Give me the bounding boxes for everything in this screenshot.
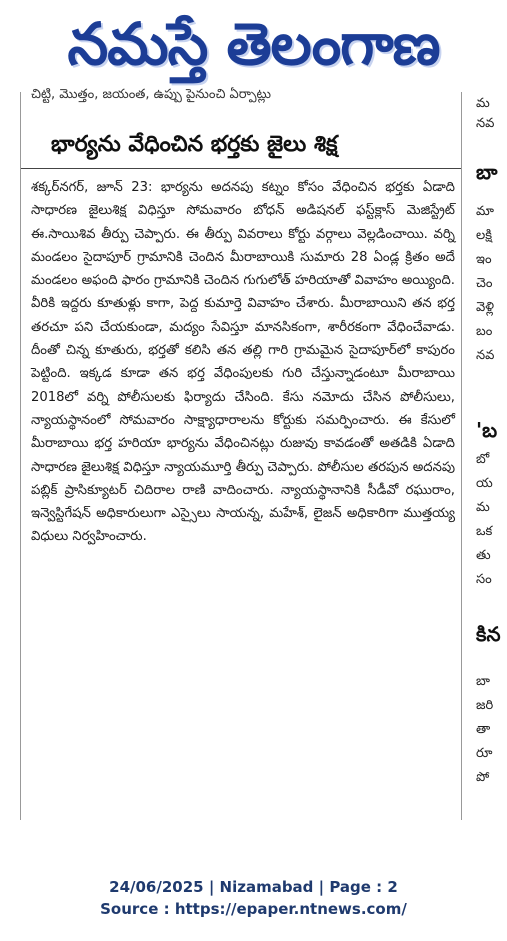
source-link[interactable]: Source : https://epaper.ntnews.com/ xyxy=(100,900,407,918)
article-clipping xyxy=(20,87,462,820)
side-fragment: మ xyxy=(476,500,490,515)
side-fragment: మ xyxy=(476,96,490,111)
side-fragment: తా xyxy=(476,722,491,737)
side-fragment: బో xyxy=(476,452,490,467)
side-headline-fragment: బా xyxy=(476,160,498,184)
side-fragment: జరి xyxy=(476,698,494,713)
side-fragment: సం xyxy=(476,572,492,587)
side-fragment: బా xyxy=(476,674,490,689)
side-fragment: పో xyxy=(476,770,490,785)
previous-article-cut-line: చిట్టి, మొత్తం, జయంత, ఉప్పు పైనుంచి ఏర్పాట్లు xyxy=(31,87,272,102)
masthead xyxy=(0,0,507,90)
article-text: శక్కర్‌నగర్‌, జూన్‌ 23: భార్యను అదనపు కట్నం కోసం వేధించిన భర్తకు ఏడాది సాధారణ జైలుశిక్ష విధిస్తూ సోమవారం బోధన్‌ అడిషనల్‌ ఫస్ట్‌క్లాస్‌ మెజిస్ట్రేట్‌ ఈ.సాయిశివ తీర్పు చెప్పారు. ఈ తీర్పు వివరాలు కోర్టు వర్గాలు వెల్లడించాయి. వర్ని మండలం సైదాపూర్‌ గ్రామానికి చెందిన మీరాబాయికి సుమారు 28 ఏండ్ల క్రితం అదే మండలం అఫంది ఫారం గ్రామానికి చెందిన గుగులోత్‌ హరియాతో వివాహం అయ్యింది. వీరికి ఇద్దరు కూతుళ్లు కాగా, పెద్ద కుమార్తె వివాహం చేశారు. మీరాబాయిని తన భర్త తరచూ పని చేయకుండా, మద్యం సేవిస్తూ మానసికంగా, శారీరకంగా వేధించేవాడు. దీంతో చిన్న కూతురు, భర్తతో కలిసి తన తల్లి గారి గ్రామమైన సైదాపూర్‌లో కాపురం పెట్టింది. ఇక్కడ కూడా తన భర్త వేధింపులకు గురి చేస్తున్నాడంటూ మీరాబాయి 2018లో వర్ని పోలీసులకు ఫిర్యాదు చేసింది. కేసు నమోదు చేసిన పోలీసులు, న్యాయస్థానంలో సోమవారం సాక్ష్యాధారాలను కోర్టుకు సమర్పించారు. ఈ కేసులో మీరాబాయి భర్త హరియా భార్యను వేధించినట్లు రుజువు కావడంతో అతడికి ఏడాది సాధారణ జైలుశిక్ష విధిస్తూ న్యాయమూర్తి తీర్పు చెప్పారు. పోలీసుల తరపున అదనపు పబ్లిక్‌ ప్రాసిక్యూటర్‌ చిదిరాల రాణి వాదించారు. న్యాయస్థానానికి సీడీవో రఘురాం, ఇన్వెస్టిగేషన్‌ అధికారులుగా ఎస్సైలు సాయన్న, మహేశ్‌, లైజన్‌ అధికారిగా ముత్తయ్య విధులు నిర్వహించారు. xyxy=(31,180,455,545)
side-fragment: బం xyxy=(476,324,493,339)
side-headline-fragment: కిన xyxy=(476,622,501,646)
adjacent-column-clipping xyxy=(472,92,507,820)
edition-info: 24/06/2025 | Nizamabad | Page : 2 xyxy=(109,878,398,896)
side-fragment: మా xyxy=(476,204,494,219)
newspaper-title: నమస్తే తెలంగాణ xyxy=(67,10,440,78)
side-headline-fragment: 'బ xyxy=(476,418,498,442)
side-fragment: చెం xyxy=(476,276,493,291)
side-fragment: వెళ్లి xyxy=(476,300,495,315)
side-fragment: నవ xyxy=(476,116,495,131)
side-fragment: య xyxy=(476,476,493,491)
headline-divider xyxy=(21,168,461,169)
footer xyxy=(0,876,507,920)
side-fragment: ఇం xyxy=(476,252,492,267)
side-fragment: ఒక xyxy=(476,524,493,539)
article-headline: భార్యను వేధించిన భర్తకు జైలు శిక్ష xyxy=(51,132,338,157)
side-fragment: లక్షి xyxy=(476,228,493,243)
side-fragment: రూ xyxy=(476,746,493,761)
article-body xyxy=(31,176,455,549)
side-fragment: తు xyxy=(476,548,491,563)
side-fragment: నవ xyxy=(476,348,495,363)
